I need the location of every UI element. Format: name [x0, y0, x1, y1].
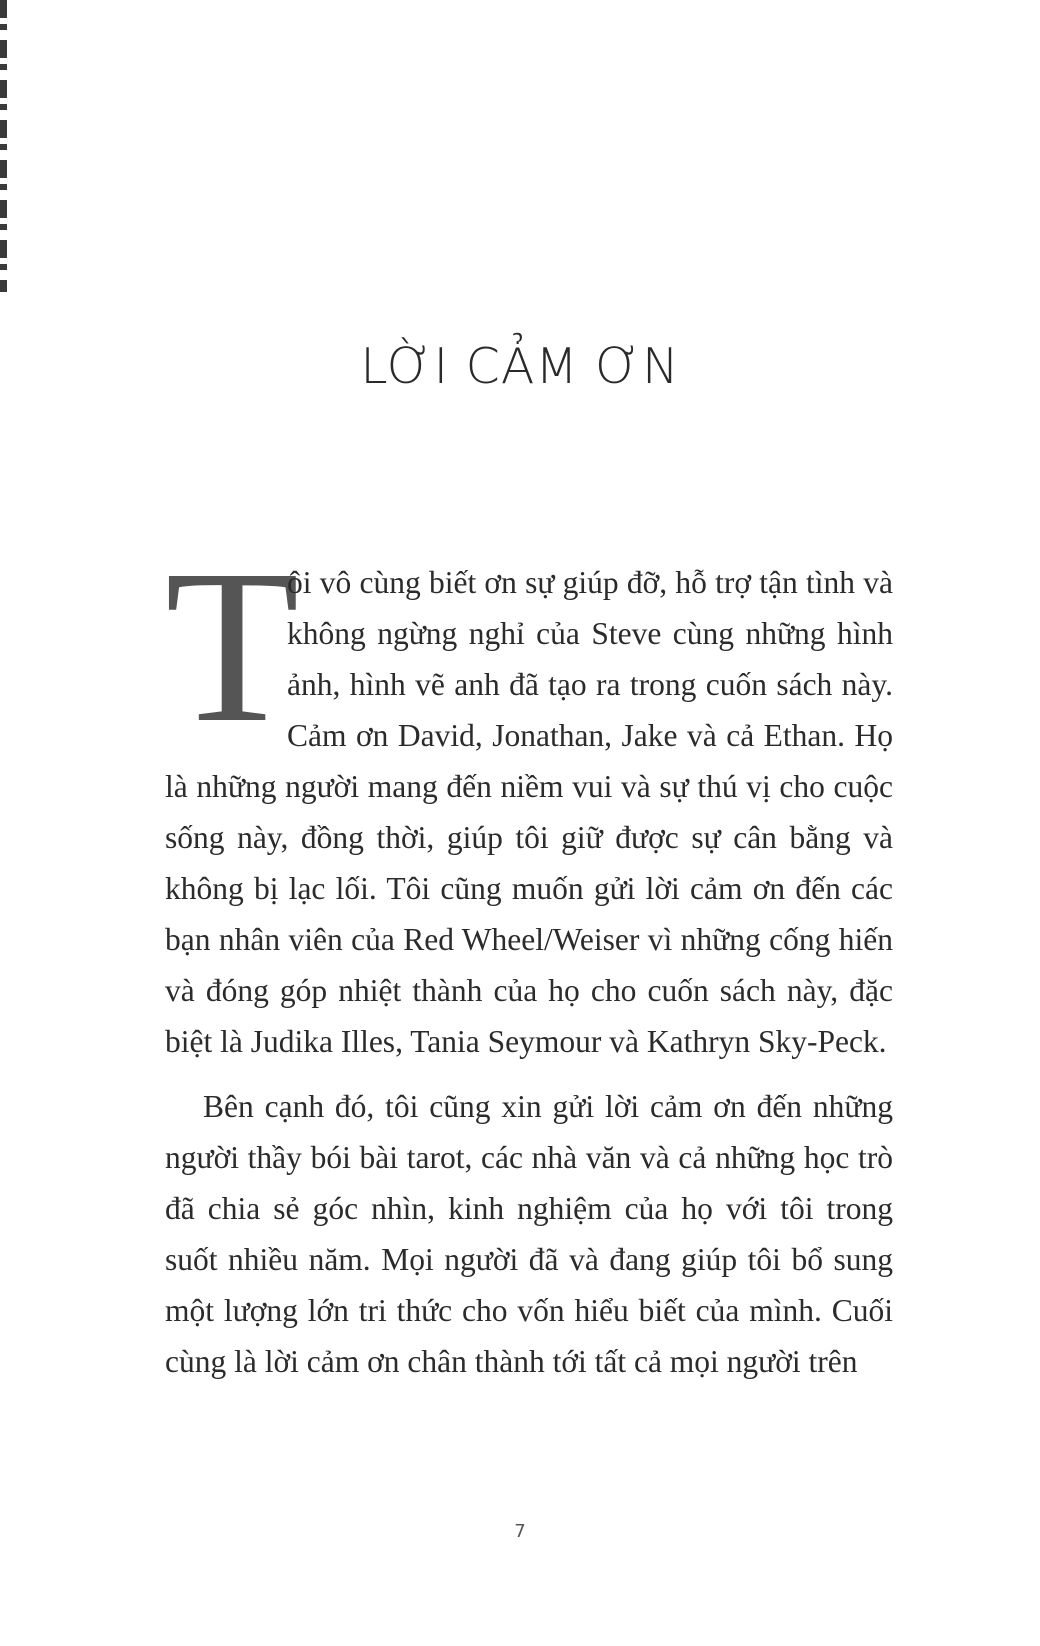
chapter-title: LỜI CẢM ƠN — [360, 338, 680, 395]
drop-cap: T — [165, 524, 300, 768]
page-number: 7 — [514, 1521, 526, 1542]
paragraph-1 — [165, 524, 893, 1067]
page-edge-marks — [0, 0, 7, 292]
paragraph-1-text: ôi vô cùng biết ơn sự giúp đỡ, hỗ trợ tận tình và không ngừng nghỉ của Steve cùng những hình ảnh, hình vẽ anh đã tạo ra trong cuốn sách này. Cảm ơn David, Jonathan, Jake và cả Ethan. Họ là những người mang đến niềm vui và sự thú vị cho cuộc sống này, đồng thời, giúp tôi giữ được sự cân bằng và không bị lạc lối. Tôi cũng muốn gửi lời cảm ơn đến các bạn nhân viên của Red Wheel/Weiser vì những cống hiến và đóng góp nhiệt thành của họ cho cuốn sách này, đặc biệt là Judika Illes, Tania Seymour và Kathryn Sky-Peck. — [165, 565, 893, 1059]
body-text — [165, 524, 893, 1387]
paragraph-2: Bên cạnh đó, tôi cũng xin gửi lời cảm ơn đến những người thầy bói bài tarot, các nhà văn và cả những học trò đã chia sẻ góc nhìn, kinh nghiệm của họ với tôi trong suốt nhiều năm. Mọi người đã và đang giúp tôi bổ sung một lượng lớn tri thức cho vốn hiểu biết của mình. Cuối cùng là lời cảm ơn chân thành tới tất cả mọi người trên — [165, 1089, 893, 1379]
